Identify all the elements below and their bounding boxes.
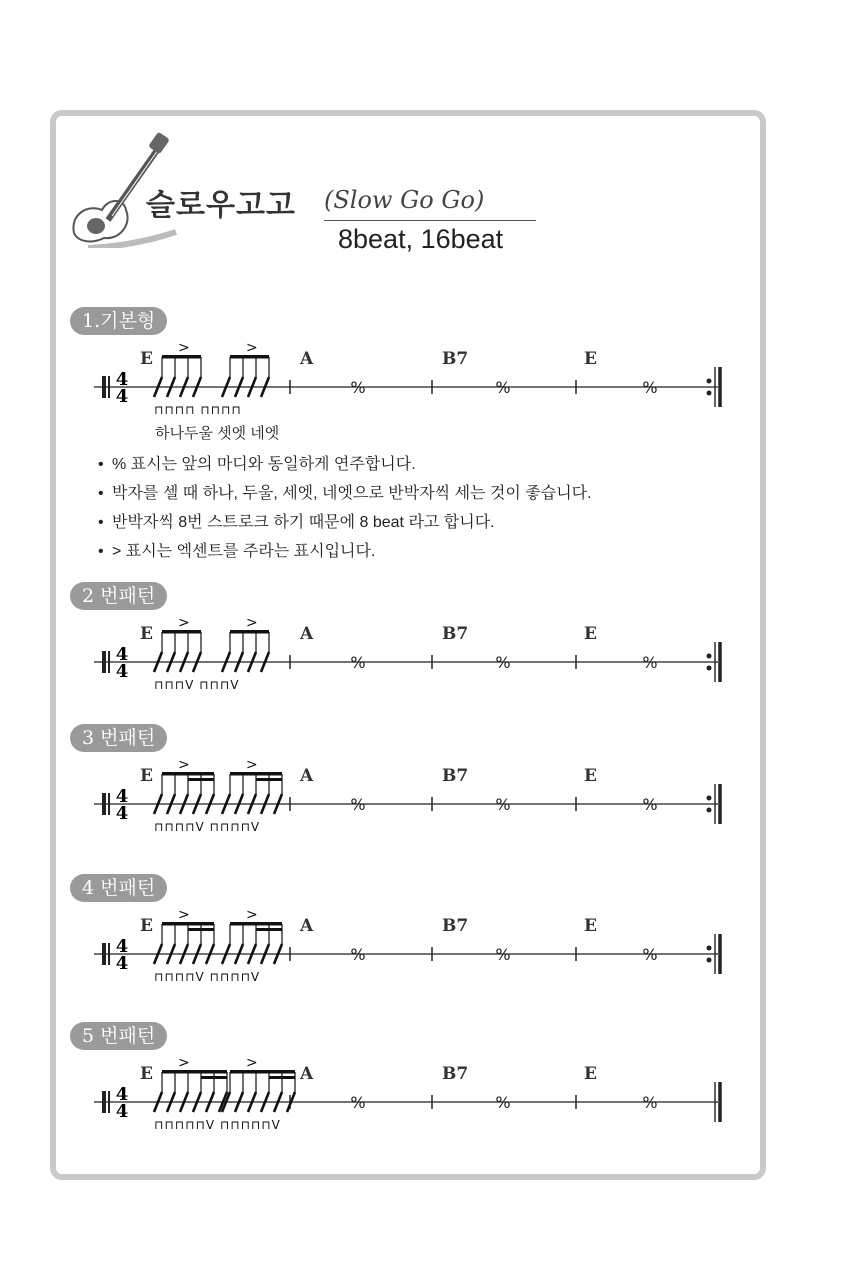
repeat-dot <box>707 666 712 671</box>
stroke-pattern: ⊓⊓⊓⊓V ⊓⊓⊓⊓V <box>154 820 261 834</box>
chord-label: A <box>300 766 314 786</box>
start-bar-thin <box>108 1091 110 1113</box>
repeat-sign: % <box>642 945 658 964</box>
stroke-pattern: ⊓⊓⊓⊓ ⊓⊓⊓⊓ <box>154 403 242 417</box>
rhythm-staff-5 <box>88 1057 738 1147</box>
repeat-sign: % <box>495 653 511 672</box>
list-item: • % 표시는 앞의 마디와 동일하게 연주합니다. <box>98 456 416 473</box>
notes-list <box>98 450 592 566</box>
repeat-dot <box>707 379 712 384</box>
rhythm-staff-3 <box>88 759 738 849</box>
time-sig-top: 4 <box>115 369 129 390</box>
chord-label: B7 <box>442 1064 469 1084</box>
start-bar <box>102 943 106 965</box>
chord-label: A <box>300 1064 314 1084</box>
chord-label: B7 <box>442 766 469 786</box>
start-bar <box>102 651 106 673</box>
chord-label: B7 <box>442 624 469 644</box>
rhythm-staff-2 <box>88 617 738 707</box>
title-korean: 슬로우고고 <box>146 188 296 223</box>
chord-label: B7 <box>442 916 469 936</box>
accent-mark: > <box>246 617 258 631</box>
chord-label: A <box>300 349 314 369</box>
chord-label: E <box>584 916 597 936</box>
chord-label: E <box>584 766 597 786</box>
accent-mark: > <box>246 909 258 923</box>
start-bar <box>102 1091 106 1113</box>
count-text: 하나두울 셋엣 네엣 <box>155 425 280 442</box>
stroke-pattern: ⊓⊓⊓⊓V ⊓⊓⊓⊓V <box>154 970 261 984</box>
staff-svg <box>88 909 738 999</box>
repeat-sign: % <box>642 795 658 814</box>
title-subtitle: 8beat, 16beat <box>338 224 504 254</box>
time-sig-bottom: 4 <box>115 1101 129 1122</box>
time-sig-top: 4 <box>115 644 129 665</box>
title-underline <box>324 220 536 221</box>
repeat-sign: % <box>495 795 511 814</box>
time-sig-bottom: 4 <box>115 661 129 682</box>
chord-label: E <box>584 349 597 369</box>
repeat-dot <box>707 654 712 659</box>
chord-label: E <box>140 349 153 369</box>
staff-svg <box>88 617 738 707</box>
section-label-1: 1.기본형 <box>70 307 167 335</box>
chord-label: E <box>140 1064 153 1084</box>
note-beam-16th <box>256 928 282 931</box>
list-item: • 반박자씩 8번 스트로크 하기 때문에 8 beat 라고 합니다. <box>98 514 495 531</box>
note-beam-16th <box>201 1076 227 1079</box>
start-bar-thin <box>108 793 110 815</box>
repeat-dot <box>707 946 712 951</box>
staff-svg <box>88 342 738 432</box>
repeat-sign: % <box>642 1093 658 1112</box>
chord-label: E <box>140 916 153 936</box>
repeat-sign: % <box>350 795 366 814</box>
staff-svg <box>88 759 738 849</box>
note-beam <box>162 1070 227 1074</box>
list-item: • 박자를 셀 때 하나, 두울, 세엣, 네엣으로 반박자씩 세는 것이 좋습니다. <box>98 485 592 502</box>
chord-label: E <box>584 1064 597 1084</box>
note-beam-16th <box>188 778 214 781</box>
title-block <box>68 128 548 268</box>
repeat-sign: % <box>350 945 366 964</box>
repeat-dot <box>707 808 712 813</box>
chord-label: E <box>140 766 153 786</box>
time-sig-top: 4 <box>115 1084 129 1105</box>
start-bar-thin <box>108 376 110 398</box>
chord-label: E <box>584 624 597 644</box>
time-sig-bottom: 4 <box>115 386 129 407</box>
repeat-sign: % <box>642 653 658 672</box>
accent-mark: > <box>246 342 258 356</box>
list-item: • > 표시는 엑센트를 주라는 표시입니다. <box>98 543 376 560</box>
staff-svg <box>88 1057 738 1147</box>
title-english: (Slow Go Go) <box>324 186 485 214</box>
stroke-pattern: ⊓⊓⊓V ⊓⊓⊓V <box>154 678 240 692</box>
accent-mark: > <box>246 1057 258 1071</box>
time-sig-bottom: 4 <box>115 953 129 974</box>
start-bar-thin <box>108 651 110 673</box>
repeat-sign: % <box>495 378 511 397</box>
repeat-sign: % <box>495 1093 511 1112</box>
note-beam <box>230 1070 295 1074</box>
section-label-5: 5 번패턴 <box>70 1022 167 1050</box>
stroke-pattern: ⊓⊓⊓⊓⊓V ⊓⊓⊓⊓⊓V <box>154 1118 281 1132</box>
time-sig-bottom: 4 <box>115 803 129 824</box>
repeat-dot <box>707 391 712 396</box>
time-sig-top: 4 <box>115 936 129 957</box>
accent-mark: > <box>178 342 190 356</box>
time-sig-top: 4 <box>115 786 129 807</box>
accent-mark: > <box>178 1057 190 1071</box>
note-beam-16th <box>188 928 214 931</box>
note-beam-16th <box>269 1076 295 1079</box>
section-label-2: 2 번패턴 <box>70 582 167 610</box>
accent-mark: > <box>178 909 190 923</box>
start-bar-thin <box>108 943 110 965</box>
rhythm-staff-1 <box>88 342 738 432</box>
chord-label: B7 <box>442 349 469 369</box>
repeat-dot <box>707 958 712 963</box>
accent-mark: > <box>178 759 190 773</box>
repeat-sign: % <box>350 1093 366 1112</box>
chord-label: A <box>300 624 314 644</box>
accent-mark: > <box>246 759 258 773</box>
section-label-4: 4 번패턴 <box>70 874 167 902</box>
repeat-sign: % <box>642 378 658 397</box>
accent-mark: > <box>178 617 190 631</box>
rhythm-staff-4 <box>88 909 738 999</box>
start-bar <box>102 793 106 815</box>
chord-label: E <box>140 624 153 644</box>
section-label-3: 3 번패턴 <box>70 724 167 752</box>
chord-label: A <box>300 916 314 936</box>
note-beam-16th <box>256 778 282 781</box>
repeat-dot <box>707 796 712 801</box>
start-bar <box>102 376 106 398</box>
repeat-sign: % <box>350 378 366 397</box>
repeat-sign: % <box>350 653 366 672</box>
repeat-sign: % <box>495 945 511 964</box>
